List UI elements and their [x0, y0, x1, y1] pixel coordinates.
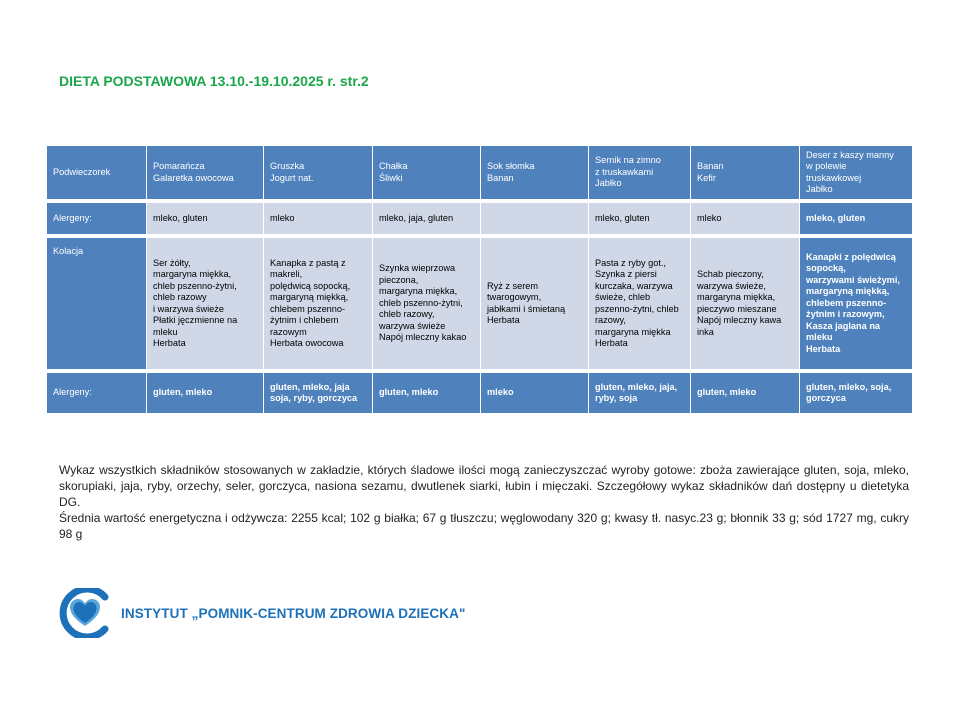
table-cell: Chałka Śliwki	[373, 146, 481, 199]
row-label-alergeny: Alergeny:	[47, 373, 147, 413]
table-cell: Sernik na zimno z truskawkami Jabłko	[589, 146, 691, 199]
table-cell: Sok słomka Banan	[481, 146, 589, 199]
allergen-notice-text: Wykaz wszystkich składników stosowanych w zakładzie, których śladowe ilości mogą zanieczyszczać wyroby gotowe: zboża zawierające gluten, soja, mleko, skorupiaki, jaja, ryby, orzechy, seler, gorczyca, nasiona sezamu, dwutlenek siarki, łubin i mięczaki. Szczegółowy wykaz składników dań dostępny u dietetyka DG.	[59, 463, 909, 509]
table-cell: Ryż z serem twarogowym, jabłkami i śmietaną Herbata	[481, 238, 589, 369]
table-cell: Kanapka z pastą z makreli, polędwicą sopocką, margaryną miękką, chlebem pszenno- żytnim i chlebem razowym Herbata owocowa	[264, 238, 373, 369]
table-cell: Banan Kefir	[691, 146, 800, 199]
table-cell: gluten, mleko, soja, gorczyca	[800, 373, 912, 413]
table-cell: Gruszka Jogurt nat.	[264, 146, 373, 199]
table-cell: Pasta z ryby got., Szynka z piersi kurczaka, warzywa świeże, chleb pszenno-żytni, chleb razowy, margaryna miękka Herbata	[589, 238, 691, 369]
institute-name: INSTYTUT „POMNIK-CENTRUM ZDROWIA DZIECKA"	[121, 605, 466, 621]
table-cell: Szynka wieprzowa pieczona, margaryna miękka, chleb pszenno-żytni, chleb razowy, warzywa świeże Napój mleczny kakao	[373, 238, 481, 369]
table-cell: mleko	[264, 203, 373, 234]
table-cell: gluten, mleko	[691, 373, 800, 413]
institute-logo	[57, 588, 465, 638]
table-cell: gluten, mleko	[147, 373, 264, 413]
row-label-podwieczorek: Podwieczorek	[47, 146, 147, 199]
table-row-alergeny-1	[47, 203, 912, 234]
row-label-kolacja: Kolacja	[47, 238, 147, 369]
menu-table	[47, 146, 912, 413]
table-cell: gluten, mleko	[373, 373, 481, 413]
row-label-alergeny: Alergeny:	[47, 203, 147, 234]
nutrition-summary-text: Średnia wartość energetyczna i odżywcza: 2255 kcal; 102 g białka; 67 g tłuszczu; węglowodany 320 g; kwasy tł. nasyc.23 g; błonnik 33 g; sód 1727 mg, cukry 98 g	[59, 511, 909, 541]
table-cell: gluten, mleko, jaja soja, ryby, gorczyca	[264, 373, 373, 413]
table-cell: mleko, jaja, gluten	[373, 203, 481, 234]
page-title: DIETA PODSTAWOWA 13.10.-19.10.2025 r. str.2	[59, 73, 369, 89]
table-cell: Pomarańcza Galaretka owocowa	[147, 146, 264, 199]
table-cell: mleko, gluten	[800, 203, 912, 234]
allergen-notice	[59, 462, 909, 542]
table-cell	[481, 203, 589, 234]
table-cell: gluten, mleko, jaja, ryby, soja	[589, 373, 691, 413]
table-row-kolacja	[47, 238, 912, 369]
table-cell: Deser z kaszy manny w polewie truskawkowej Jabłko	[800, 146, 912, 199]
heart-logo-icon	[57, 588, 113, 638]
table-row-podwieczorek	[47, 146, 912, 199]
table-cell: mleko	[481, 373, 589, 413]
table-cell: Schab pieczony, warzywa świeże, margaryna miękka, pieczywo mieszane Napój mleczny kawa inka	[691, 238, 800, 369]
table-row-alergeny-2	[47, 373, 912, 413]
table-cell: mleko	[691, 203, 800, 234]
table-cell: mleko, gluten	[147, 203, 264, 234]
table-cell: mleko, gluten	[589, 203, 691, 234]
table-cell: Kanapki z polędwicą sopocką, warzywami świeżymi, margaryną miękką, chlebem pszenno- żytnim i razowym, Kasza jaglana na mleku Herbata	[800, 238, 912, 369]
table-cell: Ser żółty, margaryna miękka, chleb pszenno-żytni, chleb razowy i warzywa świeże Płatki jęczmienne na mleku Herbata	[147, 238, 264, 369]
